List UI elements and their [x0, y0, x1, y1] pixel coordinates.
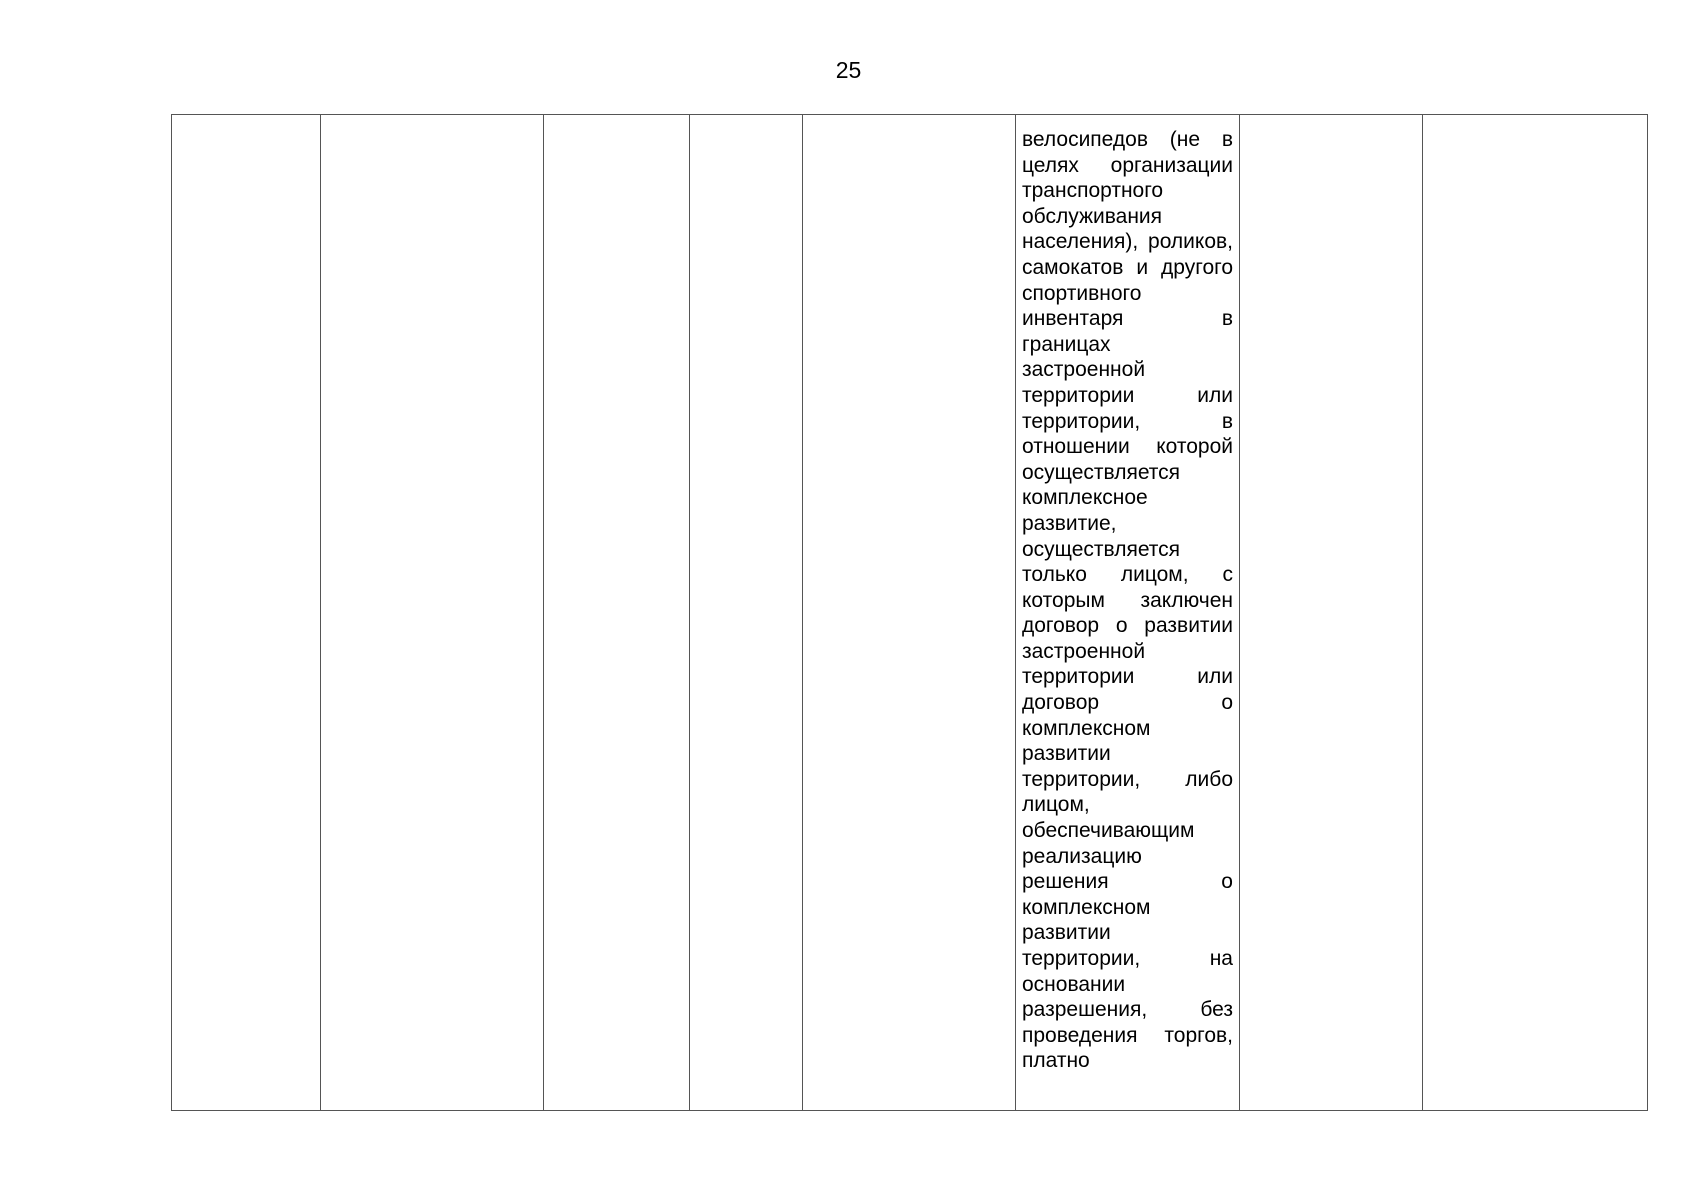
table-cell-8	[1423, 115, 1648, 1111]
table-cell-4	[690, 115, 803, 1111]
table-cell-1	[172, 115, 321, 1111]
document-table	[171, 114, 1648, 1111]
land-use-description: велосипедов (не в целях организации транспортного обслуживания населения), роликов, самокатов и другого спортивного инвентаря в границах застроенной территории или территории, в отношении которой осуществляется комплексное развитие, осуществляется только лицом, с которым заключен договор о развитии застроенной территории или договор о комплексном развитии территории, либо лицом, обеспечивающим реализацию решения о комплексном развитии территории, на основании разрешения, без проведения торгов, платно	[1022, 128, 1233, 1073]
table-cell-3	[544, 115, 690, 1111]
table-cell-6	[1016, 115, 1240, 1111]
table-row	[172, 115, 1648, 1111]
table-cell-2	[321, 115, 544, 1111]
table-cell-5	[803, 115, 1016, 1111]
table-cell-7	[1240, 115, 1423, 1111]
page-number: 25	[835, 57, 862, 83]
